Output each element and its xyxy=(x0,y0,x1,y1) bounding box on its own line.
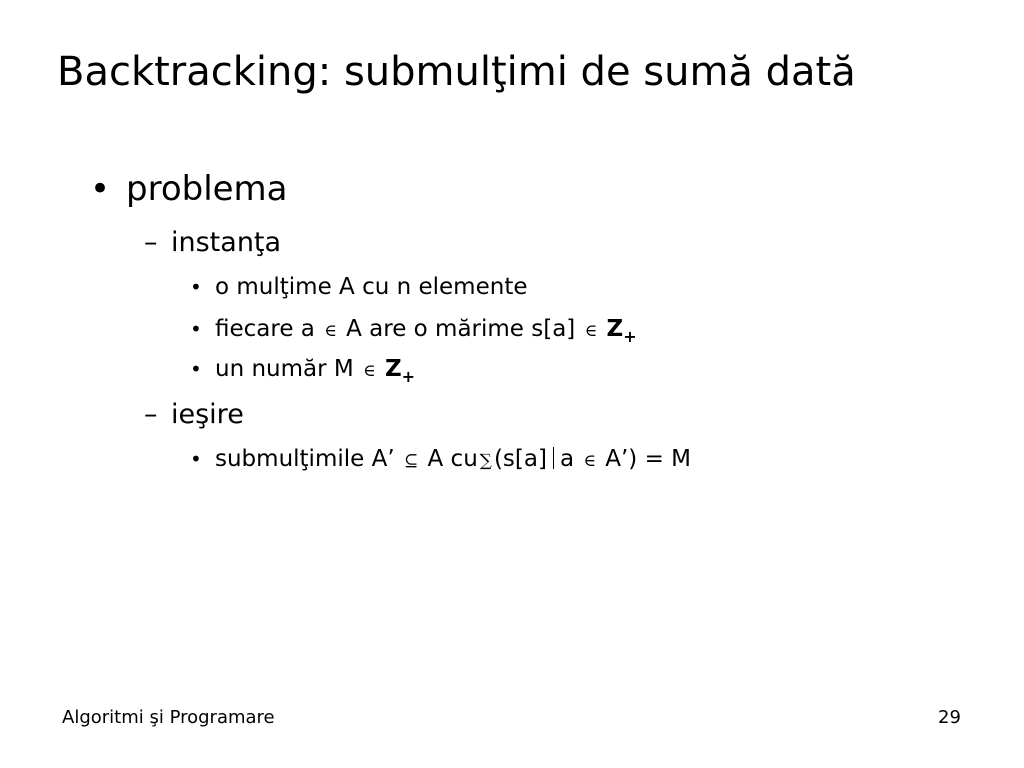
list-item-numar xyxy=(190,354,415,392)
element-of-symbol: ∈ xyxy=(363,361,376,381)
subheading-instanta xyxy=(144,226,281,260)
slide-title: Backtracking: submulţimi de sumă dată xyxy=(57,49,856,95)
item-text-part1: (s[a] xyxy=(493,446,547,472)
element-of-symbol: ∈ xyxy=(583,451,596,471)
dash-icon: – xyxy=(144,399,158,430)
list-item-submultimile xyxy=(190,444,691,476)
item-text-mid: A cu xyxy=(427,446,478,472)
item-text-pre: fiecare a xyxy=(215,316,315,342)
sum-symbol: ∑ xyxy=(479,451,492,471)
subheading-iesire xyxy=(144,398,244,432)
item-text-post: A’) = M xyxy=(605,446,692,472)
positive-integers-symbol: $Z_+$ xyxy=(606,316,637,346)
item-text-mid: A are o mărime s[a] xyxy=(346,316,576,342)
positive-integers-symbol: $Z_+$ xyxy=(384,356,416,386)
bullet-problema xyxy=(90,168,288,210)
element-of-symbol: ∈ xyxy=(324,321,337,341)
item-text-pre: un număr M xyxy=(215,356,354,382)
dash-icon: – xyxy=(144,227,158,258)
subset-symbol: ⊆ xyxy=(403,451,419,471)
such-that-bar xyxy=(553,447,554,469)
list-item-fiecare xyxy=(190,314,637,352)
element-of-symbol: ∈ xyxy=(584,321,598,341)
bullet-icon: • xyxy=(190,357,202,381)
subheading-text: instanţa xyxy=(171,227,282,258)
bullet-icon: • xyxy=(190,317,202,341)
bullet-icon: • xyxy=(90,169,111,209)
list-item-multime xyxy=(190,272,528,302)
subheading-text: ieşire xyxy=(171,399,244,430)
bullet-icon: • xyxy=(190,275,202,299)
item-text-part2: a xyxy=(559,446,575,472)
item-text-pre: submulţimile A’ xyxy=(215,446,395,472)
footer-page-number: 29 xyxy=(938,707,961,728)
bullet-icon: • xyxy=(190,447,202,471)
footer-course-name: Algoritmi şi Programare xyxy=(62,707,275,728)
bullet-text: problema xyxy=(126,169,288,209)
item-text: o mulţime A cu n elemente xyxy=(215,274,528,300)
